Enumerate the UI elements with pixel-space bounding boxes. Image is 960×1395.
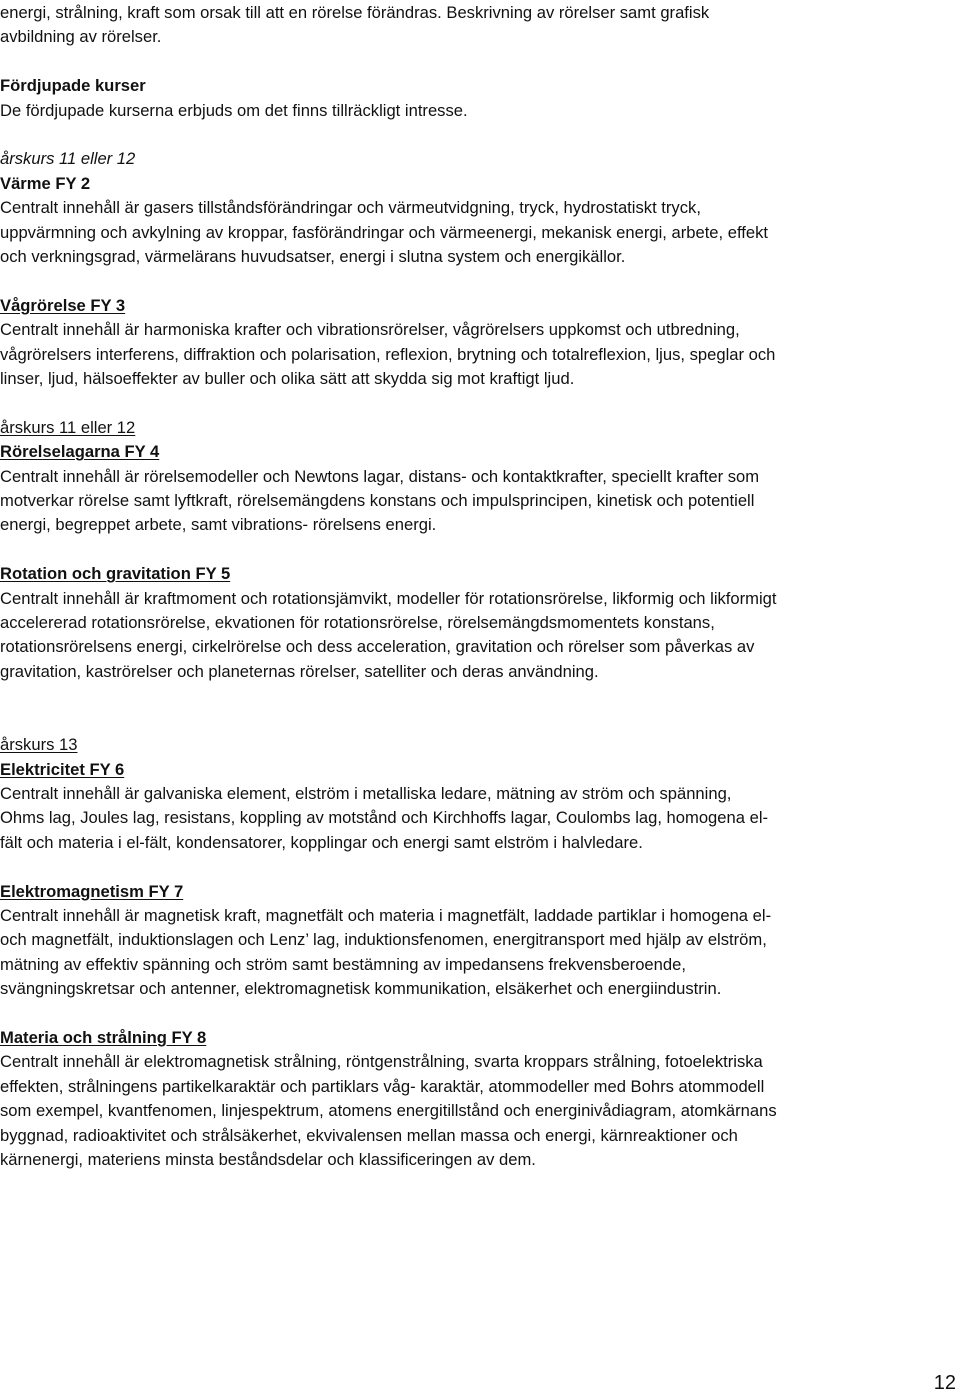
course-title-fy8: Materia och strålning FY 8 xyxy=(0,1027,207,1047)
course-fy2-line-3: och verkningsgrad, värmelärans huvudsatser, energi i slutna system och energikällor. xyxy=(0,247,626,267)
course-fy7-line-2: och magnetfält, induktionslagen och Lenz’ lag, induktionsfenomen, energitransport med hjälp av elström, xyxy=(0,930,767,950)
course-fy3-line-3: linser, ljud, hälsoeffekter av buller och olika sätt att skydda sig mot kraftigt ljud. xyxy=(0,369,575,389)
grade-label-1-text: årskurs 11 eller 12 xyxy=(0,149,136,169)
course-title-fy7: Elektromagnetism FY 7 xyxy=(0,881,184,901)
course-fy6-line-1: Centralt innehåll är galvaniska element, elström i metalliska ledare, mätning av ström och spänning, xyxy=(0,783,732,803)
course-fy4-line-1: Centralt innehåll är rörelsemodeller och Newtons lagar, distans- och kontaktkrafter, speciellt krafter som xyxy=(0,466,760,486)
grade-label-2: årskurs 11 eller 12 xyxy=(0,417,136,437)
page-number: 12 xyxy=(933,1372,956,1394)
intro-line-1: energi, strålning, kraft som orsak till att en rörelse förändras. Beskrivning av rörelser samt grafisk xyxy=(0,3,710,22)
course-fy8-line-4: byggnad, radioaktivitet och strålsäkerhet, ekvivalensen mellan massa och energi, kärnreaktioner och xyxy=(0,1125,738,1145)
course-fy5-line-4: gravitation, kaströrelser och planeternas rörelser, satelliter och deras användning. xyxy=(0,661,599,681)
course-title-fy2: Värme FY 2 xyxy=(0,173,91,193)
course-fy5-line-1: Centralt innehåll är kraftmoment och rotationsjämvikt, modeller för rotationsrörelse, likformig och likformigt xyxy=(0,588,777,608)
course-title-fy6: Elektricitet FY 6 xyxy=(0,759,125,779)
course-fy2-line-2: uppvärmning och avkylning av kroppar, fasförändringar och värmeenergi, mekanisk energi, arbete, effekt xyxy=(0,222,769,242)
course-fy2-line-1: Centralt innehåll är gasers tillståndsförändringar och värmeutvidgning, tryck, hydrostatiskt tryck, xyxy=(0,198,701,218)
course-fy5-line-3: rotationsrörelsens energi, cirkelrörelse och dess acceleration, gravitation och rörelser som påverkas av xyxy=(0,637,755,657)
intro-line-2: avbildning av rörelser. xyxy=(0,27,162,47)
page-content xyxy=(0,1,956,1172)
course-fy7-line-1: Centralt innehåll är magnetisk kraft, magnetfält och materia i magnetfält, laddade partiklar i homogena el- xyxy=(0,905,772,925)
course-fy7-line-3: mätning av effektiv spänning och ström samt bestämning av impedansens frekvensberoende, xyxy=(0,954,686,974)
course-fy8-line-3: som exempel, kvantfenomen, linjespektrum, atomens energitillstånd och energinivådiagram, atomkärnans xyxy=(0,1101,777,1121)
course-fy3-line-2: vågrörelsers interferens, diffraktion och polarisation, reflexion, brytning och totalreflexion, ljus, speglar och xyxy=(0,344,776,364)
course-fy6-line-3: fält och materia i el-fält, kondensatorer, kopplingar och energi samt elström i halvledare. xyxy=(0,832,643,852)
course-fy6-line-2: Ohms lag, Joules lag, resistans, koppling av motstånd och Kirchhoffs lagar, Coulombs lag, homogena el- xyxy=(0,808,769,828)
advanced-courses-heading: Fördjupade kurser xyxy=(0,76,146,96)
course-fy8-line-2: effekten, strålningens partikelkaraktär och partiklars våg- karaktär, atommodeller med Bohrs atommodell xyxy=(0,1076,765,1096)
grade-label-1 xyxy=(0,147,956,171)
course-fy7-line-4: svängningskretsar och antenner, elektromagnetisk kommunikation, elsäkerhet och energiindustrin. xyxy=(0,979,722,999)
advanced-courses-text: De fördjupade kurserna erbjuds om det finns tillräckligt intresse. xyxy=(0,100,468,120)
course-title-fy3: Vågrörelse FY 3 xyxy=(0,295,126,315)
course-title-fy4: Rörelselagarna FY 4 xyxy=(0,442,160,462)
grade-label-3: årskurs 13 xyxy=(0,735,78,755)
course-title-fy5: Rotation och gravitation FY 5 xyxy=(0,564,231,584)
course-fy3-line-1: Centralt innehåll är harmoniska krafter och vibrationsrörelser, vågrörelsers uppkomst och utbredning, xyxy=(0,320,740,340)
course-fy4-line-2: motverkar rörelse samt lyftkraft, rörelsemängdens konstans och impulsprincipen, kinetisk och potentiell xyxy=(0,491,755,511)
course-fy4-line-3: energi, begreppet arbete, samt vibrations- rörelsens energi. xyxy=(0,515,437,535)
course-fy8-line-1: Centralt innehåll är elektromagnetisk strålning, röntgenstrålning, svarta kroppars strålning, fotoelektriska xyxy=(0,1052,763,1072)
course-fy8-line-5: kärnenergi, materiens minsta beståndsdelar och klassificeringen av dem. xyxy=(0,1149,536,1169)
course-fy5-line-2: accelererad rotationsrörelse, ekvationen för rotationsrörelse, rörelsemängdsmomentets konstans, xyxy=(0,613,715,633)
